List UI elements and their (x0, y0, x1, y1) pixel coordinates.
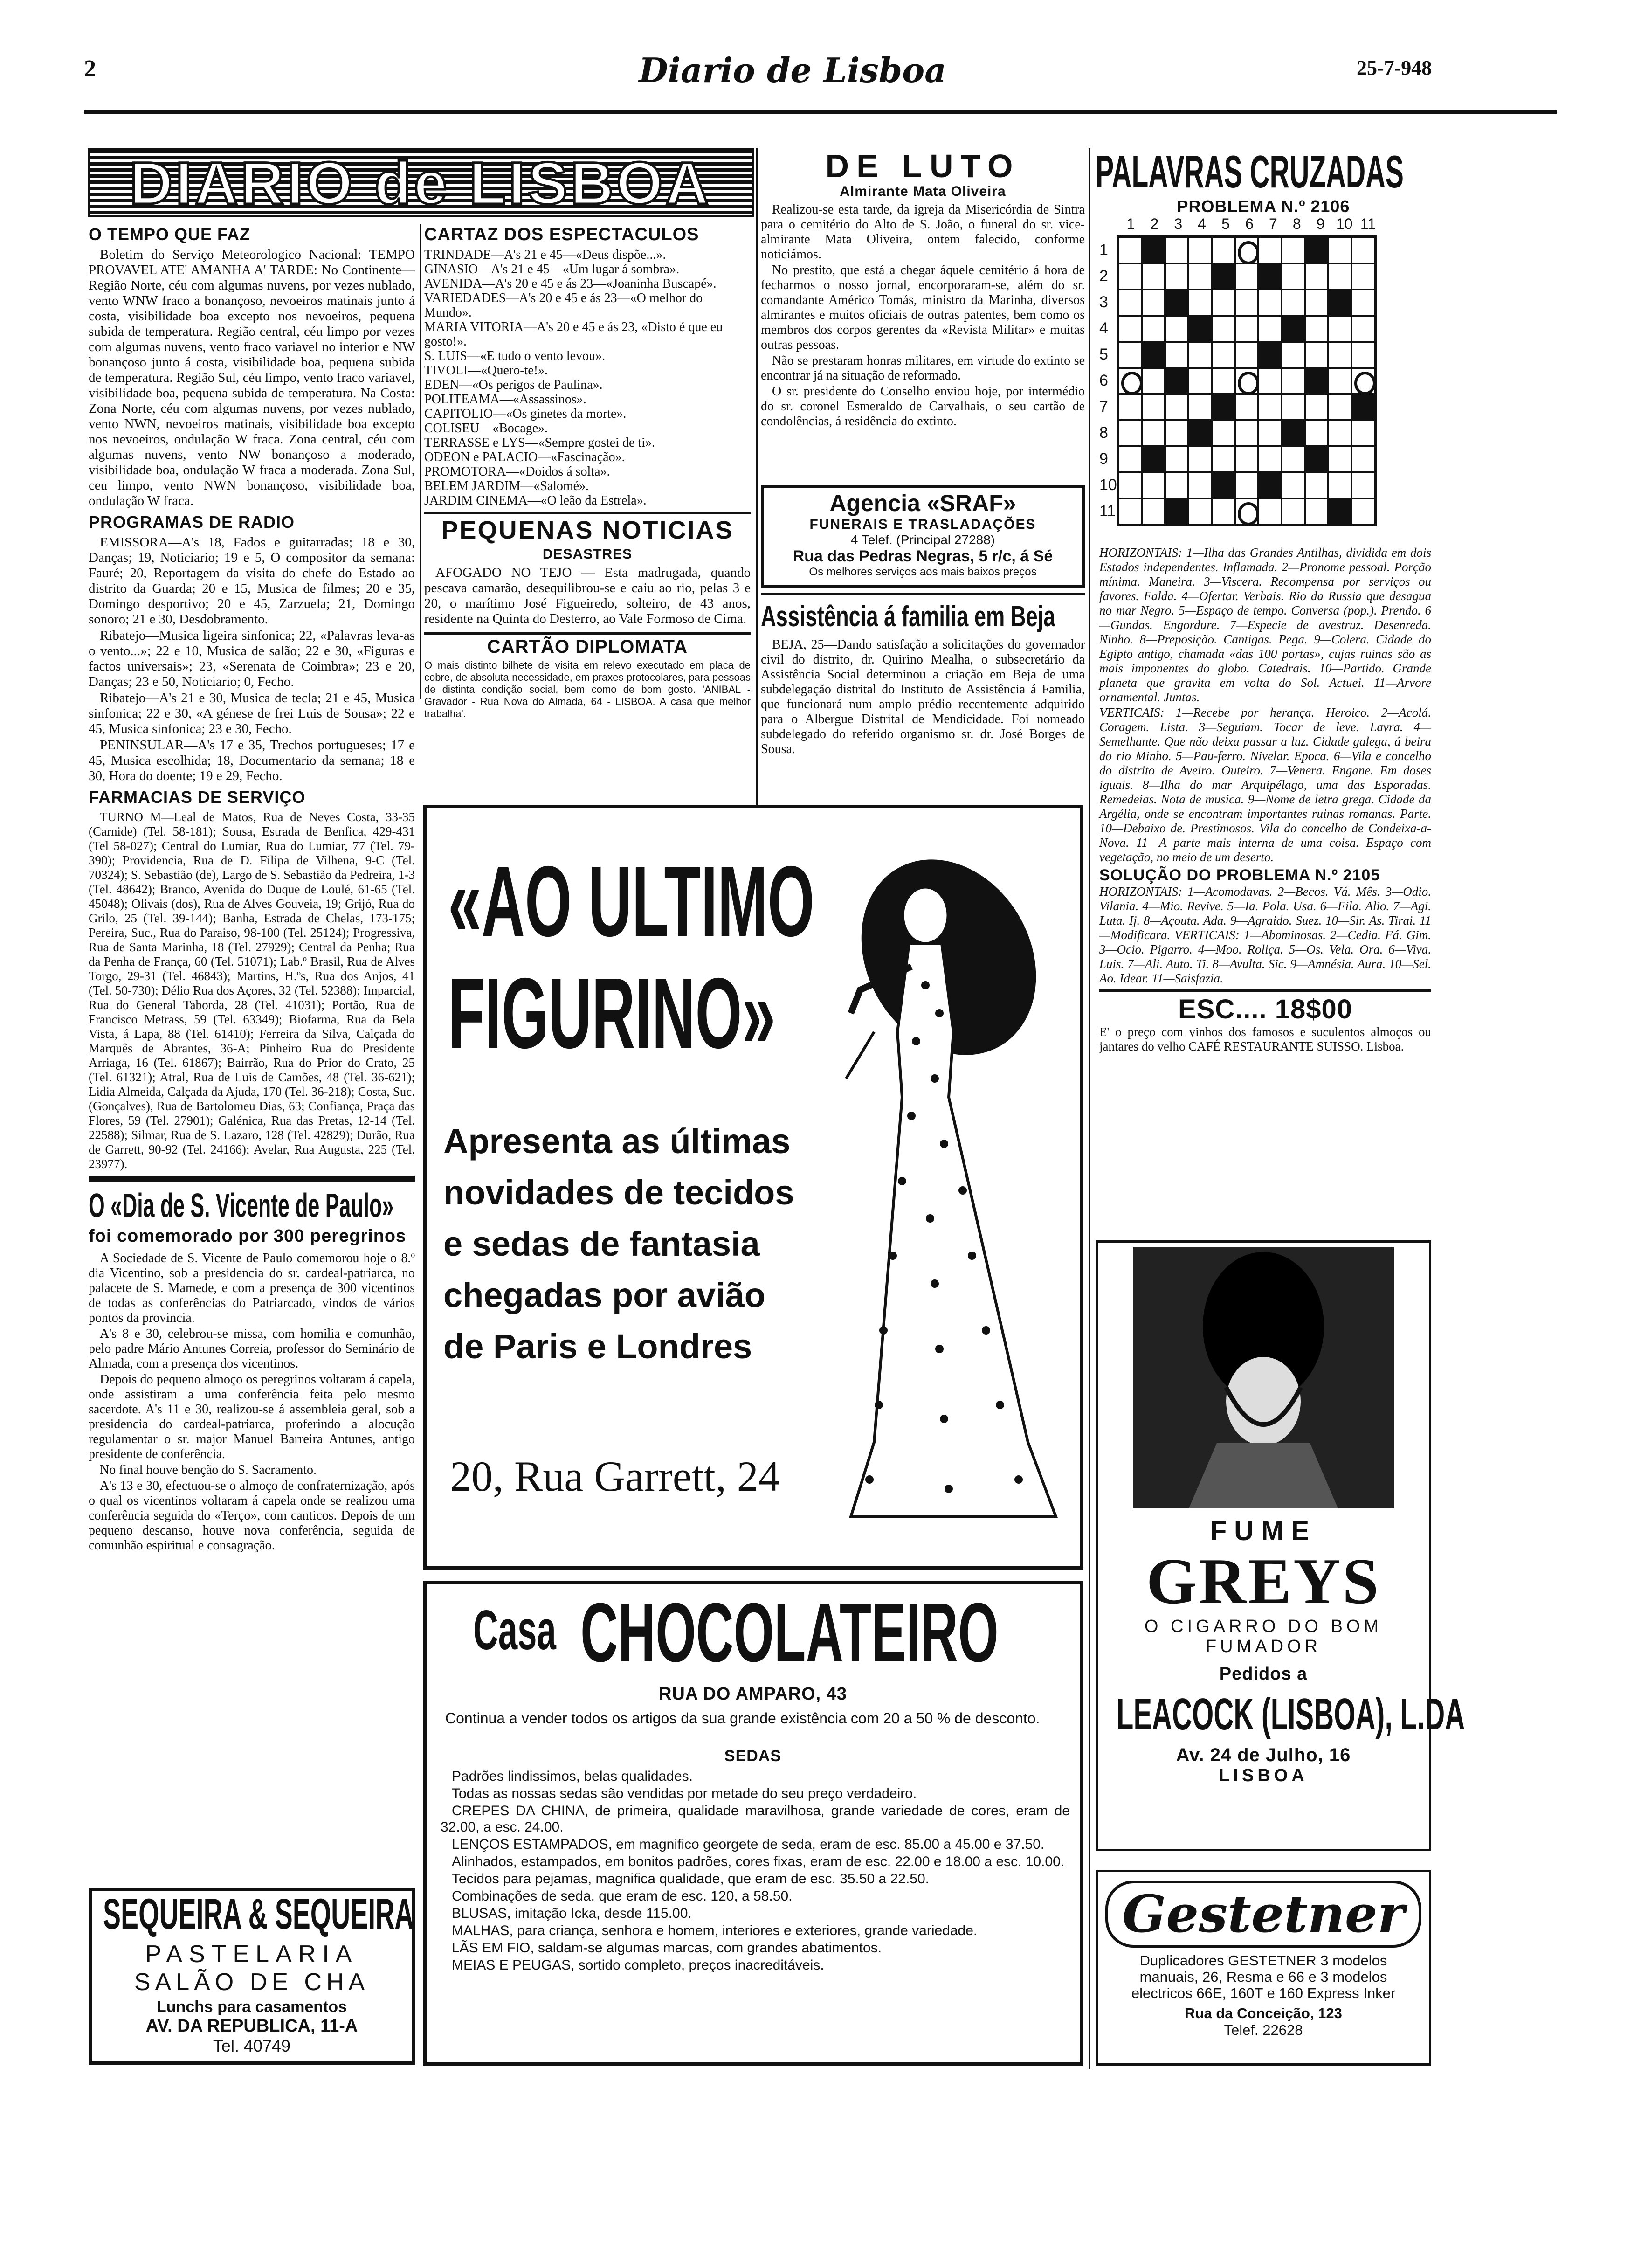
noticias-subtitle: DESASTRES (542, 546, 633, 562)
crossword-cell-black (1258, 263, 1282, 290)
beja-paragraph: BEJA, 25—Dando satisfação a solicitações do governador civil do distrito, dr. Quirino Mealha, o subsecretário da Assistência Social determinou a criação em Beja de uma subdelegação distrital do Instituto de Assistência á Familia, que funcionará num amplo prédio recentemente adquirido para o Albergue Distrital de Mendicidade. Foi nomeado subdelegado do referido organismo sr. dr. José Borges de Sousa. (761, 637, 1085, 756)
crossword-cell (1235, 316, 1258, 342)
crossword-cell (1165, 342, 1188, 368)
luto-paragraph: O sr. presidente do Conselho enviou hoje, por intermédio do sr. coronel Esmeraldo de Carvalhais, o seu cartão de condolências, á residência do extinto. (761, 384, 1085, 429)
crossword-cell (1188, 498, 1212, 525)
chocolateiro-item: Tecidos para pejamas, magnifica qualidade, que eram de esc. 35.50 a 22.50. (452, 1871, 929, 1887)
crossword-cell (1118, 290, 1142, 316)
figurino-body-line: chegadas por avião (443, 1276, 765, 1314)
crossword-cell (1118, 446, 1142, 472)
beja-title: Assistência á familia em Beja (761, 601, 1055, 633)
row-number: 6 (1099, 372, 1108, 389)
vicente-paragraph: A's 8 e 30, celebrou-se missa, com homilia e comunhão, pelo padre Mário Antunes Correia, professor do Seminário de Almada, com a presença dos vicentinos. (89, 1327, 415, 1371)
sequeira-phone: Tel. 40749 (213, 2036, 291, 2055)
beja (761, 593, 1085, 758)
row-number: 4 (1099, 319, 1108, 337)
crossword-cell-black (1142, 237, 1165, 263)
cartaz (424, 225, 751, 720)
crossword-cell (1188, 342, 1212, 368)
crossword-cell-black (1305, 368, 1328, 394)
crossword-cell (1282, 237, 1305, 263)
crossword-cell (1212, 316, 1235, 342)
esc-text: E' o preço com vinhos dos famosos e suculentos almoços ou jantares do velho CAFÉ RESTAURANTE SUISSO. Lisboa. (1099, 1025, 1431, 1053)
cartaz-title: CARTAZ DOS ESPECTACULOS (424, 225, 699, 244)
crossword-cell (1235, 290, 1258, 316)
vicente-paragraph: A Sociedade de S. Vicente de Paulo comemorou hoje o 8.º dia Vicentino, sob a presidencia do sr. cardeal-patriarca, no palacete de S. Mamede, e com a presença de 300 vicentinos de todas as conferências do Patriarcado, vindos de vários pontos da provincia. (89, 1251, 415, 1325)
header-rule (84, 110, 1557, 114)
crossword-cell (1328, 394, 1351, 420)
crossword-cell (1305, 394, 1328, 420)
solution-text: HORIZONTAIS: 1—Acomodavas. 2—Becos. Vá. Mês. 3—Odio. Vilania. 4—Mio. Revive. 5—Ia. Pola. Usa. 6—Fila. Alio. 7—Agi. Luta. Ij. 8—Açouta. Ada. 9—Agraido. Suez. 10—Sir. As. Tirai. 11—Modificara. VERTICAIS: 1—Abominosas. 2—Cedia. Fá. Gim. 3—Ocio. Pigarro. 4—Moo. Roliça. 5—Os. Vela. Ora. 6—Viva. Luis. 7—Ali. Auto. Ti. 8—Avulta. Sic. 9—Amnésia. Aura. 10—Sel. Ao. Idear. 11—Saisfazia. (1099, 885, 1431, 985)
greys-brand: GREYS (1146, 1545, 1381, 1618)
crossword-cell (1188, 237, 1212, 263)
luto-title: DE LUTO (825, 148, 1020, 184)
crossword-cell (1165, 394, 1188, 420)
chocolateiro-item: MALHAS, para criança, senhora e homem, interiores e exteriores, grande variedade. (452, 1923, 978, 1938)
crossword-cell (1118, 498, 1142, 525)
crossword-row-numbers (1099, 237, 1117, 524)
crossword-cell-circled (1235, 237, 1258, 263)
beja-body (761, 637, 1085, 757)
cartaz-list (424, 248, 751, 508)
weather-paragraph: Boletim do Serviço Meteorologico Nacional: TEMPO PROVAVEL ATE' AMANHA A' TARDE: No Continente—Região Norte, céu com algumas nuvens, por vezes nublado, vento WNW fraco a bonançoso, nevoeiros matinais junto á costa, visibilidade boa excepto nos nevoeiros, pequena subida de temperatura. Região central, céu limpo por vezes com algumas nuvens, vento fraco variavel no interior e NW bonançoso junto á costa, visibilidade boa, pequena subida de temperatura. Região Sul, céu limpo, vento fraco variavel, visibilidade boa, pequena subida de temperatura. Na Costa: Zona Norte, céu com algumas nuvens, por vezes nublado, vento NWN, nevoeiros matinais, visibilidade boa excepto nos nevoeiros, ondulação W fraca. Zona central, céu com algumas nuvens, vento NW bonançoso a moderado, visibilidade boa, ondulação W fraca a moderada. Zona Sul, ceu limpo, vento NWN bonançoso, visibilidade boa, ondulação W fraca. (89, 247, 415, 508)
crossword-cell-black (1188, 420, 1212, 446)
section-rule (761, 593, 1085, 595)
crossword-cell (1351, 446, 1375, 472)
cartaz-line: ODEON e PALACIO—«Fascinação». (424, 450, 625, 464)
casa-label: Casa (473, 1599, 556, 1661)
crossword-cell-black (1165, 368, 1188, 394)
vicente-body (89, 1251, 415, 1553)
crossword-cell (1212, 290, 1235, 316)
radio-paragraph: EMISSORA—A's 18, Fados e guitarradas; 18 e 30, Danças; 19, Noticiario; 19 e 5, O compositor da semana: Fauré; 20, Reportagem da visita do chefe do Estado ao distrito da Guarda; 20 e 15, Musica de filmes; 20 e 35, Domingo desportivo; 20 e 45, Zarzuela; 21, Domingo sonoro; 21 e 30, Desdobramento. (89, 535, 415, 627)
cartaz-line: BELEM JARDIM—«Salomé». (424, 479, 589, 493)
crossword-cell (1212, 446, 1235, 472)
crossword-cell (1258, 316, 1282, 342)
crossword-cell (1212, 420, 1235, 446)
figurino-line1: «AO ULTIMO (448, 845, 814, 957)
crossword-verticais: VERTICAIS: 1—Recebe por herança. Heroico. 2—Acolá. Coragem. Lista. 3—Seguiam. Tocar de leve. Lavra. 4—Semelhante. Que não deixa passar a luz. Cidade galega, á beira do rio Minho. 5—Pau-ferro. Nivelar. Epoca. 6—Vila e concelho do distrito de Aveiro. Outeiro. 7—Venera. Engane. Em doses iguais. 8—Ilha do mar Arquipélago, uma das Esporadas. Remedeias. Nota de musica. 9—Nome de letra grega. Cidade da Argélia, onde se encontram importantes ruinas romanas. Parte. 10—Debaixo de. Prestimosos. Vila do concelho de Condeixa-a-Nova. 11—A parte mais interna de uma coisa. Espaço com vegetação, no meio de um deserto. (1099, 705, 1431, 864)
crossword-cell (1305, 342, 1328, 368)
crossword-cell (1305, 420, 1328, 446)
vicente-paragraph: No final houve benção do S. Sacramento. (100, 1463, 317, 1477)
noticias-body (424, 565, 751, 627)
crossword-cell (1235, 342, 1258, 368)
radio-body (89, 535, 415, 784)
solution-title: SOLUÇÃO DO PROBLEMA N.º 2105 (1099, 866, 1380, 884)
gestetner-ad (1096, 1870, 1431, 2066)
greys-pedidos: Pedidos a (1219, 1664, 1308, 1684)
crossword-cell (1305, 498, 1328, 525)
crossword-cell (1258, 446, 1282, 472)
row-number: 5 (1099, 346, 1108, 363)
crossword-title: PALAVRAS CRUZADAS (1096, 146, 1404, 197)
crossword-cell-black (1165, 290, 1188, 316)
crossword-cell (1188, 472, 1212, 498)
crossword-cell (1282, 394, 1305, 420)
crossword-cell (1142, 263, 1165, 290)
column-rule (420, 224, 421, 699)
left-column (89, 225, 415, 1554)
figurino-body (443, 1116, 794, 1372)
crossword-cell (1328, 420, 1351, 446)
crossword-cell (1235, 446, 1258, 472)
section-rule (424, 632, 751, 635)
crossword-cell (1258, 237, 1282, 263)
sequeira-lunchs: Lunchs para casamentos (156, 1998, 347, 2016)
figurino-body-line: de Paris e Londres (443, 1327, 752, 1366)
crossword-cell (1212, 498, 1235, 525)
crossword-cell (1142, 420, 1165, 446)
crossword-cell-black (1142, 342, 1165, 368)
greys-company: LEACOCK (LISBOA), L.DA (1117, 1689, 1465, 1739)
figurino-body-line: novidades de tecidos (443, 1173, 794, 1212)
crossword-cell-circled (1235, 368, 1258, 394)
section-rule (1099, 989, 1431, 992)
crossword-cell (1212, 368, 1235, 394)
section-rule (424, 512, 751, 514)
crossword-cell-black (1165, 498, 1188, 525)
greys-city: LISBOA (1219, 1766, 1308, 1785)
head (903, 887, 948, 943)
chocolateiro-item: Todas as nossas sedas são vendidas por metade do seu preço verdadeiro. (452, 1786, 917, 1801)
crossword-cell (1305, 472, 1328, 498)
crossword-cell-black (1188, 316, 1212, 342)
crossword-cell-black (1328, 498, 1351, 525)
chocolateiro-item: MEIAS E PEUGAS, sortido completo, preços inacreditáveis. (452, 1957, 824, 1973)
chocolateiro-items (441, 1768, 1070, 1974)
crossword-cell (1165, 446, 1188, 472)
pharmacies-body (89, 810, 415, 1171)
cartaz-line: TIVOLI—«Quero-te!». (424, 363, 548, 378)
gestetner-logo: Gestetner (1105, 1881, 1421, 1948)
cartaz-line: VARIEDADES—A's 20 e 45 e ás 23—«O melhor do Mundo». (424, 291, 703, 320)
cartaz-line: JARDIM CINEMA—«O leão da Estrela». (424, 493, 647, 508)
umbrella-handle (846, 1032, 874, 1079)
crossword-cell (1165, 237, 1188, 263)
section-rule (89, 1176, 415, 1182)
crossword-cell-circled (1351, 368, 1375, 394)
crossword-cell-black (1212, 394, 1235, 420)
chocolateiro-address: RUA DO AMPARO, 43 (658, 1684, 848, 1704)
vicente-subtitle: foi comemorado por 300 peregrinos (89, 1226, 407, 1246)
crossword-cell (1258, 420, 1282, 446)
crossword-grid (1117, 235, 1377, 526)
masthead-title: DIARIO de LISBOA (129, 150, 712, 217)
chocolateiro-item: CREPES DA CHINA, de primeira, qualidade maravilhosa, grande variedade de cores, eram de 32.00, a esc. 24.00. (441, 1803, 1070, 1835)
luto-paragraph: No prestito, que está a chegar áquele cemitério á hora de fecharmos o nosso jornal, encorporaram-se, além do sr. comandante Américo Tomás, ministro da Marinha, diversos almirantes e muitos oficiais de outras patentes, bem como os membros dos corpos gerentes da «Revista Militar» e muitas outras pessoas. (761, 263, 1085, 352)
row-number: 2 (1099, 267, 1108, 285)
pharmacies-paragraph: TURNO M—Leal de Matos, Rua de Neves Costa, 33-35 (Carnide) (Tel. 58-181); Sousa, Estrada de Benfica, 429-431 (Tel 58-027); Central do Lumiar, Rua do Lumiar, 77 (Tel. 79-390); Providencia, Rua de D. Filipa de Vilhena, 9-C (Tel. 70324); S. Sebastião (de), Largo de S. Sebastião da Pedreira, 1-3 (Tel. 48642); Branco, Avenida do Duque de Loulé, 61-65 (Tel. 45048); Olivais (dos), Rua de Alves Gouveia, 19; Grijó, Rua do Grilo, 25 (Tel. 39-144); Banha, Estrada de Chelas, 173-175; Pereira, Suc., Rua do Paraiso, 98-100 (Tel. 25124); Progressiva, Rua de Santa Marinha, 18 (Tel. 27929); Central da Penha; Rua da Penha de França, 60 (Tel. 51071); Lab.º Brasil, Rua de Alves Torgo, 29-31 (Tel. 46843); Martins, H.ºs, Rua dos Anjos, 41 (Tel. 50-730); Délio Rua dos Açores, 32 (Tel. 52388); Imparcial, Rua do General Taborda, 28 (Tel. 41031); Portão, Rua de Francisco Metrass, 59 (Tel. 63349); Biofarma, Rua da Bela Vista, á Lapa, 88 (Tel. 61410); Ferreira da Silva, Calçada do Marquês de Abrantes, 36-A; Pinheiro Rua do Presidente Arriaga, 16 (Tel. 61867); Bairrão, Rua do Prior do Crato, 25 (Tel. 61321); Atral, Rua de Luis de Camões, 48 (Tel. 36-621); Lidia Almeida, Calçada da Ajuda, 170 (Tel. 36-218); Costa, Suc. (Gonçalves), Rua de Bartolomeu Dias, 63; Confiança, Praça das Flores, 59 (Tel. 27901); Galénica, Rua das Pretas, 12-14 (Tel. 22588); Silmar, Rua de S. Lazaro, 128 (Tel. 42829); Durão, Rua de Garrett, 90-92 (Tel. 24166); Avelar, Rua Augusta, 225 (Tel. 23977). (89, 810, 415, 1171)
chocolateiro-item: LENÇOS ESTAMPADOS, em magnifico georgete de seda, eram de esc. 85.00 a 45.00 e 37.50. (452, 1837, 1045, 1852)
crossword-cell-black (1258, 472, 1282, 498)
chocolateiro-item: Padrões lindissimos, belas qualidades. (452, 1769, 693, 1784)
crossword-cell (1142, 316, 1165, 342)
row-number: 1 (1099, 241, 1108, 259)
crossword-cell (1351, 316, 1375, 342)
crossword-cell (1282, 263, 1305, 290)
row-number: 11 (1099, 502, 1116, 520)
chocolateiro-name: CHOCOLATEIRO (580, 1586, 999, 1680)
crossword-cell-black (1351, 394, 1375, 420)
crossword-cell-black (1282, 420, 1305, 446)
figurino-address: 20, Rua Garrett, 24 (450, 1452, 780, 1500)
figurino-ad (423, 805, 1083, 1570)
crossword-cell (1142, 472, 1165, 498)
crossword-cell-black (1212, 472, 1235, 498)
crossword-cell-black (1212, 263, 1235, 290)
gestetner-phone: Telef. 22628 (1224, 2022, 1303, 2038)
crossword-cell (1258, 368, 1282, 394)
sraf-line3: Rua das Pedras Negras, 5 r/c, á Sé (793, 547, 1053, 565)
crossword-cell (1118, 420, 1142, 446)
luto (761, 148, 1085, 430)
greys-ad (1096, 1240, 1465, 1851)
cartaz-line: PROMOTORA—«Doidos á solta». (424, 464, 610, 479)
crossword-cell (1282, 290, 1305, 316)
crossword-cell (1351, 290, 1375, 316)
chocolateiro-intro: Continua a vender todos os artigos da sua grande existência com 20 a 50 % de desconto. (445, 1710, 1040, 1727)
cartaz-line: CAPITOLIO—«Os ginetes da morte». (424, 407, 627, 421)
column-number: 10 (1336, 215, 1353, 232)
sraf-title: Agencia «SRAF» (829, 490, 1016, 516)
crossword-cell-black (1328, 290, 1351, 316)
crossword-cell (1118, 263, 1142, 290)
row-number: 8 (1099, 424, 1108, 442)
crossword-cell (1351, 498, 1375, 525)
column-number: 8 (1292, 215, 1301, 232)
radio-paragraph: Ribatejo—Musica ligeira sinfonica; 22, «Palavras leva-as o vento...»; 22 e 10, Musica de salão; 22 e 30, «Figuras e factos universais»; 23, «Serenata de Coimbra»; 23 e 20, Danças; 23 e 50, Noticiario; 0, Fecho. (89, 628, 415, 689)
weather-title: O TEMPO QUE FAZ (89, 225, 251, 244)
crossword-cell (1235, 263, 1258, 290)
crossword-cell (1142, 290, 1165, 316)
crossword-cell (1305, 290, 1328, 316)
gestetner-address: Rua da Conceição, 123 (1185, 2005, 1342, 2021)
crossword-cell (1165, 263, 1188, 290)
crossword-cell-black (1142, 446, 1165, 472)
cartaz-line: AVENIDA—A's 20 e 45 e ás 23—«Joaninha Buscapé». (424, 277, 717, 291)
noticias-title: PEQUENAS NOTICIAS (441, 516, 734, 544)
crossword-cell (1328, 342, 1351, 368)
crossword-cell (1351, 342, 1375, 368)
greys-tagline1: O CIGARRO DO BOM (1144, 1617, 1383, 1636)
sequeira-pastelaria: PASTELARIA (145, 1941, 359, 1968)
luto-subtitle: Almirante Mata Oliveira (840, 184, 1006, 199)
column-number: 2 (1150, 215, 1159, 232)
diplomata-text: O mais distinto bilhete de visita em relevo executado em placa de cobre, de absoluta necessidade, em praxes protocolares, para pessoas de distinta condição social, bem como de bom gosto. 'ANIBAL - Gravador - Rua Nova do Almada, 64 - LISBOA. A casa que melhor trabalha'. (424, 659, 751, 719)
crossword-cell (1118, 237, 1142, 263)
crossword-cell (1118, 342, 1142, 368)
dress (851, 943, 1056, 1517)
column-number: 11 (1360, 215, 1376, 232)
noticias-paragraph: AFOGADO NO TEJO — Esta madrugada, quando pescava camarão, desequilibrou-se e caiu ao rio, pelas 3 e 20, o marítimo José Figueiredo, solteiro, de 43 anos, residente na Quinta do Desterro, ao Vale Formoso de Cima. (424, 565, 751, 626)
crossword-problem: PROBLEMA N.º 2106 (1177, 197, 1350, 216)
column-number: 1 (1126, 215, 1135, 232)
vicente-paragraph: A's 13 e 30, efectuou-se o almoço de confraternização, após o qual os vicentinos voltaram á capela onde se realizou uma conferência seguida do «Terço», com canticos. Depois de um pequeno descanso, houve nova conferência, seguida de comunhão espiritual e consagração. (89, 1479, 415, 1553)
crossword-cell (1351, 420, 1375, 446)
column-rule (756, 148, 758, 806)
pharmacies-title: FARMACIAS DE SERVIÇO (89, 788, 306, 807)
crossword-cell (1305, 263, 1328, 290)
greys-address: Av. 24 de Julho, 16 (1176, 1745, 1351, 1765)
crossword-cell (1305, 316, 1328, 342)
radio-paragraph: PENINSULAR—A's 17 e 35, Trechos portugueses; 17 e 45, Musica escolhida; 18, Documentario da semana; 18 e 30, Hora do doente; 19 e 29, Fecho. (89, 738, 415, 783)
crossword-cell (1212, 237, 1235, 263)
vicente-title: O «Dia de S. Vicente de Paulo» (89, 1187, 394, 1224)
gestetner-text: Duplicadores GESTETNER 3 modelos manuais, 26, Resma e 66 e 3 modelos electricos 66E, 160T e 160 Express Inker (1131, 1952, 1396, 2001)
crossword-cell-black (1305, 446, 1328, 472)
luto-paragraph: Não se prestaram honras militares, em virtude do extinto se encontrar já na situação de reformado. (761, 353, 1085, 383)
row-number: 3 (1099, 293, 1108, 311)
cartaz-line: GINASIO—A's 21 e 45—«Um lugar á sombra». (424, 262, 680, 277)
column-rule (1089, 148, 1090, 2069)
figurino-body-line: Apresenta as últimas (443, 1122, 791, 1161)
radio-title: PROGRAMAS DE RADIO (89, 512, 295, 532)
sequeira-address: AV. DA REPUBLICA, 11-A (145, 2016, 358, 2036)
column-number: 4 (1198, 215, 1207, 232)
crossword-cell (1188, 290, 1212, 316)
crossword-cell (1282, 368, 1305, 394)
figurino-line2: FIGURINO» (448, 957, 776, 1069)
crossword-cell (1142, 394, 1165, 420)
paper-name: Diario de Lisboa (639, 50, 946, 90)
crossword-cell (1142, 368, 1165, 394)
date: 25-7-948 (1357, 56, 1432, 79)
chocolateiro-item: Alinhados, estampados, em bonitos padrões, cores fixas, eram de esc. 22.00 e 18.00 a esc. 10.00. (452, 1854, 1065, 1869)
crossword-cell-circled (1118, 368, 1142, 394)
crossword-cell (1188, 263, 1212, 290)
crossword-cell (1258, 498, 1282, 525)
crossword-cell-black (1258, 342, 1282, 368)
sraf-line4: Os melhores serviços aos mais baixos preços (809, 566, 1037, 578)
crossword-cell-black (1282, 316, 1305, 342)
row-number: 7 (1099, 398, 1108, 415)
page-number: 2 (84, 55, 96, 82)
crossword-cell (1282, 342, 1305, 368)
crossword-cell (1282, 472, 1305, 498)
chocolateiro-item: BLUSAS, imitação Icka, desde 115.00. (452, 1906, 692, 1921)
sequeira-ad (89, 1888, 415, 2065)
crossword-clues (1099, 546, 1431, 1054)
crossword-cell-circled (1235, 498, 1258, 525)
crossword-cell (1328, 237, 1351, 263)
chocolateiro-item: Combinações de seda, que eram de esc. 120, a 58.50. (452, 1888, 793, 1904)
cartaz-line: TERRASSE e LYS—«Sempre gostei de ti». (424, 436, 655, 450)
sequeira-salao: SALÃO DE CHA (134, 1969, 370, 1996)
vicente-paragraph: Depois do pequeno almoço os peregrinos voltaram á capela, onde assistiram a uma conferência feita pelo mesmo sacerdote. A's 11 e 30, realizou-se á assembleia geral, sob a presidencia do cardeal-patriarca, proferindo a alocução regulamentar o sr. major Manuel Barreira Antunes, antigo presidente de conferência. (89, 1372, 415, 1461)
cartaz-line: TRINDADE—A's 21 e 45—«Deus dispõe...». (424, 248, 666, 262)
crossword-cell (1188, 446, 1212, 472)
radio-paragraph: Ribatejo—A's 21 e 30, Musica de tecla; 21 e 45, Musica sinfonica; 22 e 30, «A génese de frei Luis de Sousa»; 22 e 45, Musica sinfonica; 23 e 30, Fecho. (89, 691, 415, 736)
crossword-cell (1282, 498, 1305, 525)
luto-paragraph: Realizou-se esta tarde, da igreja da Misericórdia de Sintra para o cemitério do Alto de S. João, o funeral do sr. vice-almirante Mata Oliveira, ontem falecido, conforme noticiámos. (761, 202, 1085, 262)
sraf-ad (761, 485, 1085, 588)
crossword-cell (1328, 316, 1351, 342)
crossword-cell (1188, 394, 1212, 420)
face (1226, 1357, 1301, 1445)
diplomata-title: CARTÃO DIPLOMATA (487, 636, 688, 657)
masthead (88, 148, 754, 217)
column-number: 3 (1174, 215, 1183, 232)
row-number: 9 (1099, 450, 1108, 468)
crossword-cell (1235, 420, 1258, 446)
crossword-cell (1258, 290, 1282, 316)
luto-body (761, 202, 1085, 429)
sraf-line2: 4 Telef. (Principal 27288) (850, 532, 995, 547)
crossword-cell (1118, 472, 1142, 498)
crossword-cell (1165, 316, 1188, 342)
crossword-cell (1258, 394, 1282, 420)
cartaz-line: MARIA VITORIA—A's 20 e 45 e ás 23, «Disto é que eu gosto!». (424, 320, 723, 349)
crossword-cell (1282, 446, 1305, 472)
crossword-cell (1351, 472, 1375, 498)
crossword-cell (1328, 472, 1351, 498)
crossword-cell (1212, 342, 1235, 368)
crossword-cell (1328, 263, 1351, 290)
crossword-cell (1118, 316, 1142, 342)
chocolateiro-ad (423, 1581, 1083, 2066)
greys-tagline2: FUMADOR (1205, 1637, 1322, 1656)
sequeira-name: SEQUEIRA & SEQUEIRA (103, 1890, 414, 1938)
column-number: 5 (1221, 215, 1230, 232)
row-number: 10 (1099, 476, 1117, 494)
chocolateiro-item: LÃS EM FIO, saldam-se algumas marcas, com grandes abatimentos. (452, 1940, 882, 1956)
crossword-cell (1235, 472, 1258, 498)
crossword-column-numbers (1119, 215, 1380, 233)
cartaz-line: POLITEAMA—«Assassinos». (424, 392, 586, 407)
greys-fume: FUME (1210, 1516, 1317, 1546)
weather-body (89, 247, 415, 509)
column-number: 9 (1316, 215, 1325, 232)
crossword-cell (1351, 263, 1375, 290)
cartaz-line: S. LUIS—«E tudo o vento levou». (424, 349, 606, 363)
chocolateiro-section: SEDAS (724, 1747, 782, 1765)
crossword-cell-black (1305, 237, 1328, 263)
figurino-body-line: e sedas de fantasia (443, 1224, 760, 1263)
cartaz-line: COLISEU—«Bocage». (424, 421, 548, 436)
crossword (1096, 148, 1431, 216)
crossword-cell (1165, 472, 1188, 498)
crossword-cell (1188, 368, 1212, 394)
sraf-line1: FUNERAIS E TRASLADAÇÕES (809, 517, 1036, 532)
column-number: 6 (1245, 215, 1254, 232)
column-number: 7 (1269, 215, 1277, 232)
cartaz-line: EDEN—«Os perigos de Paulina». (424, 378, 603, 392)
crossword-horizontais: HORIZONTAIS: 1—Ilha das Grandes Antilhas, dividida em dois Estados independentes. Inflamada. 2—Pronome pessoal. Porção mínima. Maneira. 3—Viscera. Recompensa por serviços ou favores. Falda. 4—Ofertar. Verbais. Rio da Russia que desagua no mar Negro. 5—Espaço de tempo. Conversa (pop.). Prendo. 6—Gundas. Engordure. 7—Especie de avestruz. Desenreda. Ninho. 8—Preposição. Cantigas. Pega. 9—Colera. Cidade do Egipto antigo, chamada «das 100 portas», cujas ruinas são as mais imponentes do globo. Catedrais. 10—Partido. Grande planeta que gravita em volta do Sol. Actuei. 11—Arvore ornamental. Juntas. (1099, 546, 1431, 704)
crossword-cell (1235, 394, 1258, 420)
esc-title: ESC.... 18$00 (1178, 994, 1353, 1024)
guardsman-illustration (1133, 1247, 1394, 1508)
fashion-lady-illustration (832, 836, 1075, 1563)
crossword-cell (1142, 498, 1165, 525)
crossword-cell (1351, 237, 1375, 263)
crossword-cell (1118, 394, 1142, 420)
crossword-cell (1328, 446, 1351, 472)
crossword-cell (1328, 368, 1351, 394)
crossword-cell (1165, 420, 1188, 446)
